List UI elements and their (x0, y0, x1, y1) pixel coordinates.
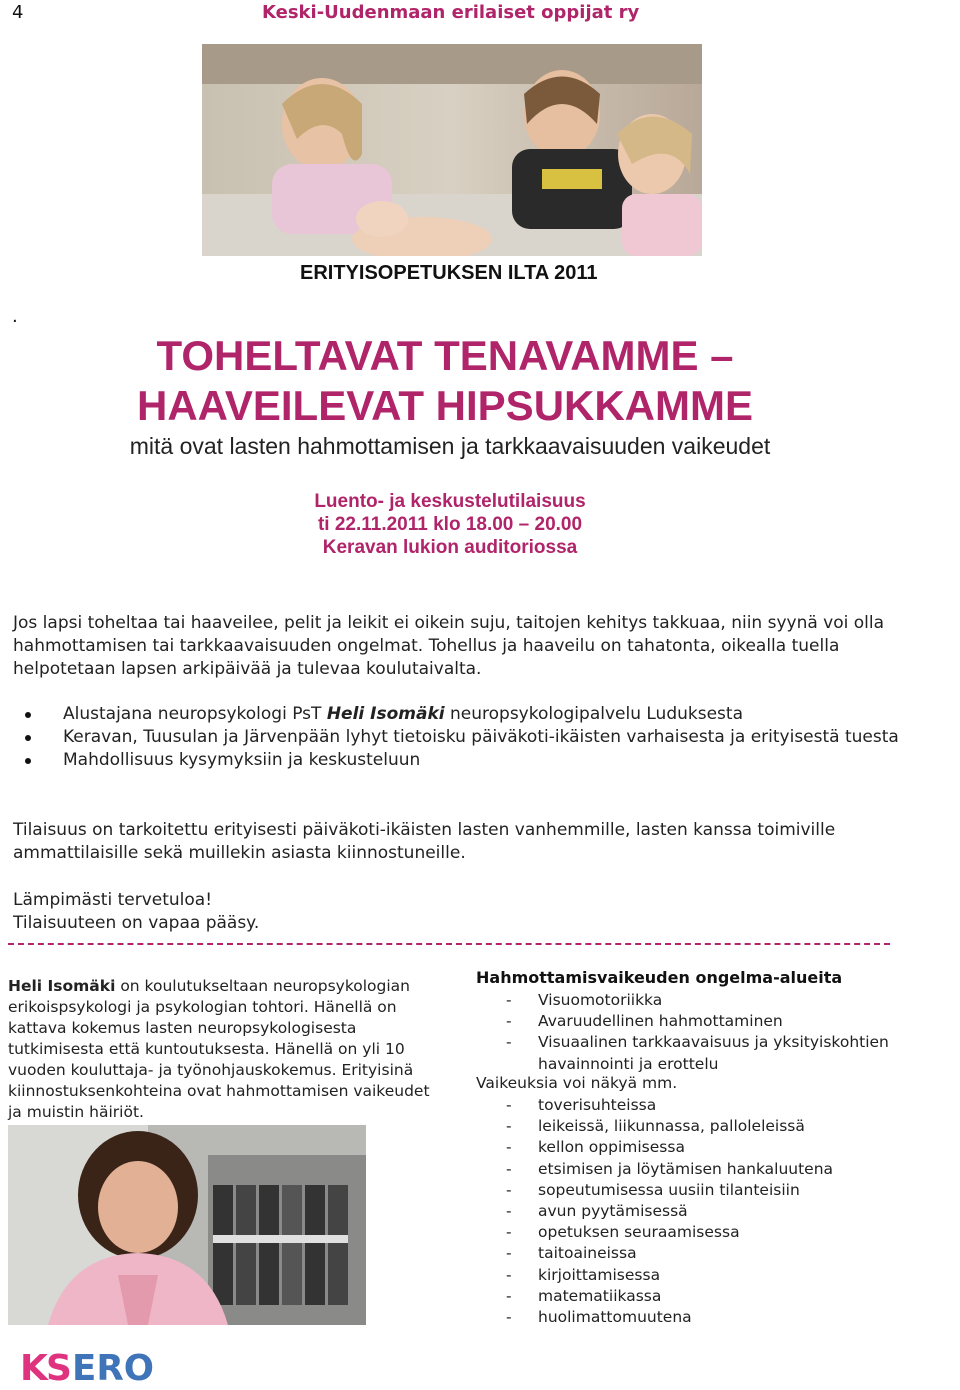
list-item: - taitoaineissa (476, 1243, 896, 1264)
subtitle: mitä ovat lasten hahmottamisen ja tarkkaavaisuuden vaikeudet (129, 433, 771, 459)
speaker-name: Heli Isomäki (326, 704, 445, 724)
bullet-item (25, 703, 925, 726)
difficulties-heading: Vaikeuksia voi näkyä mm. (476, 1074, 678, 1092)
audience-paragraph: Tilaisuus on tarkoitettu erityisesti päiväkoti-ikäisten lasten vanhemmille, lasten kanssa toimiville ammattilaisille sekä muillekin asiasta kiinnostuneille. (13, 820, 836, 863)
welcome-text (13, 889, 259, 935)
list-item: - matematiikassa (476, 1286, 896, 1307)
list-item: - toverisuhteissa (476, 1095, 896, 1116)
bullet-list (25, 703, 925, 772)
title-line-2: HAAVEILEVAT HIPSUKKAMME (136, 382, 753, 429)
svg-text:K: K (20, 1348, 48, 1386)
list-item: - sopeutumisessa uusiin tilanteisiin (476, 1180, 896, 1201)
children-photo (202, 44, 702, 256)
list-item: - leikeissä, liikunnassa, palloleleissä (476, 1116, 896, 1137)
bullet-text: neuropsykologipalvelu Luduksesta (444, 704, 743, 724)
list-item: - kellon oppimisessa (476, 1137, 896, 1158)
free-entry-line: Tilaisuuteen on vapaa pääsy. (13, 913, 260, 933)
ksero-logo (18, 1346, 158, 1386)
event-datetime: ti 22.11.2011 klo 18.00 – 20.00 (317, 514, 583, 535)
page-number: 4 (12, 2, 24, 23)
event-location: Keravan lukion auditoriossa (322, 537, 578, 558)
list-item: - kirjoittamisessa (476, 1265, 896, 1286)
difficulties-list (476, 1095, 896, 1328)
bio-text: on koulutukseltaan neuropsykologian erikoispsykologi ja psykologian tohtori. Hänellä on kattava kokemus lasten neuropsykologisesta tutkimisesta että kuntoutuksesta. Hänellä on yli 10 vuoden kouluttaja- ja työnohjauskokemus. Erityisinä kiinnostuksenkohteina ovat hahmottamisen vaikeudet ja muistin häiriöt. (8, 977, 430, 1121)
stray-dot: . (12, 306, 18, 327)
list-item: - avun pyytämisessä (476, 1201, 896, 1222)
bullet-item: Mahdollisuus kysymyksiin ja keskusteluun (25, 749, 925, 772)
list-item: - huolimattomuutena (476, 1307, 896, 1328)
problems-heading: Hahmottamisvaikeuden ongelma-alueita (476, 968, 843, 987)
intro-paragraph: Jos lapsi toheltaa tai haaveilee, pelit ja leikit ei oikein suju, taitojen kehitys takkuaa, niin syynä voi olla hahmottamisen tai tarkkaavaisuuden ongelmat. Tohellus ja haaveilu on tahatonta, oikealla tuella helpotetaan lapsen arkipäivää ja tulevaa koulutaivalta. (13, 613, 885, 679)
list-item: - Avaruudellinen hahmottaminen (476, 1011, 896, 1032)
list-item: - Visuomotoriikka (476, 990, 896, 1011)
speaker-photo (8, 1125, 366, 1325)
event-type-heading: ERITYISOPETUKSEN ILTA 2011 (300, 262, 598, 284)
dashed-divider (8, 943, 890, 945)
list-item: - opetuksen seuraamisessa (476, 1222, 896, 1243)
bullet-item: Keravan, Tuusulan ja Järvenpään lyhyt tietoisku päiväkoti-ikäisten varhaisesta ja erityisestä tuesta (25, 726, 925, 749)
event-format: Luento- ja keskustelutilaisuus (314, 491, 586, 512)
organization-name: Keski-Uudenmaan erilaiset oppijat ry (262, 2, 640, 23)
list-item: - Visuaalinen tarkkaavaisuus ja yksityiskohtien havainnointi ja erottelu (476, 1032, 896, 1074)
svg-text:ERO: ERO (72, 1348, 154, 1386)
svg-text:S: S (46, 1348, 72, 1386)
problem-areas-list (476, 990, 896, 1075)
bullet-text: Alustajana neuropsykologi PsT (63, 704, 327, 724)
title-line-1: TOHELTAVAT TENAVAMME – (156, 332, 734, 379)
bio-name: Heli Isomäki (8, 977, 116, 995)
speaker-bio (8, 976, 440, 1123)
welcome-line: Lämpimästi tervetuloa! (13, 890, 213, 910)
list-item: - etsimisen ja löytämisen hankaluutena (476, 1159, 896, 1180)
